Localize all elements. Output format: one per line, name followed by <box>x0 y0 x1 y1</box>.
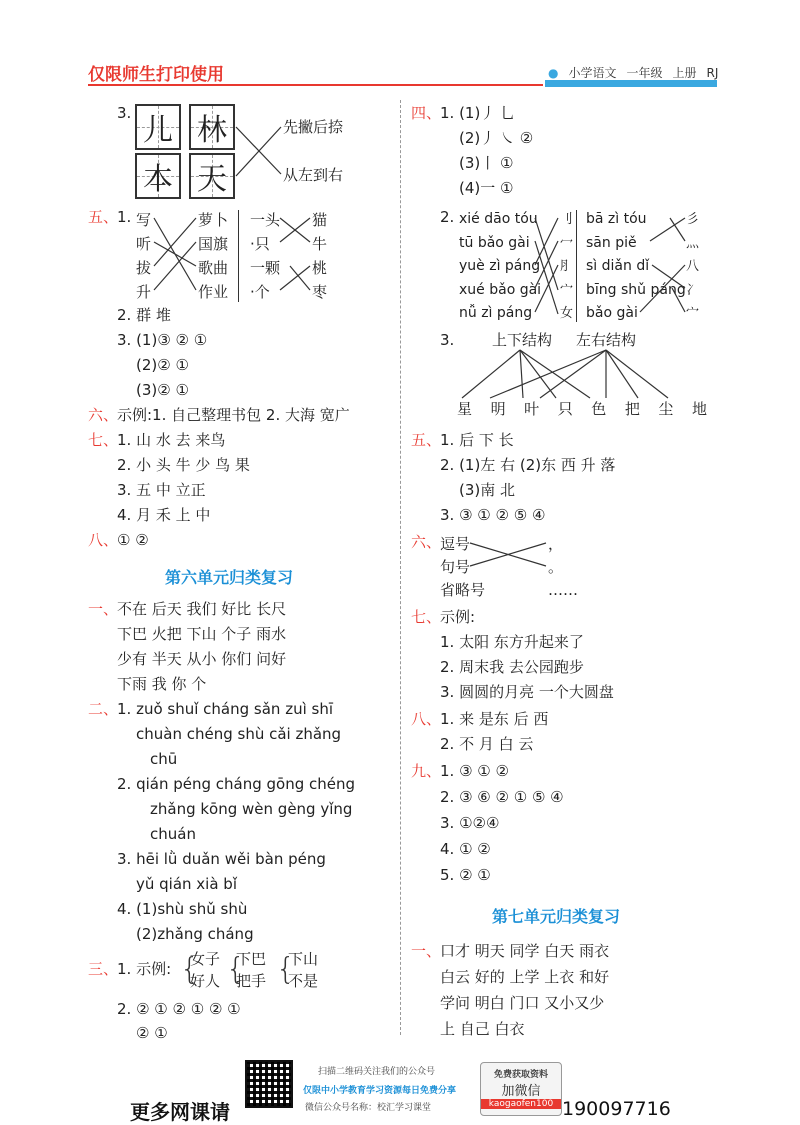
answer-line: 口才 明天 同学 白天 雨衣 <box>440 942 610 960</box>
match-line <box>520 350 590 398</box>
match-line <box>606 350 668 398</box>
footer-share: 仅限中小学教育学习资源每日免费分享 <box>303 1086 457 1096</box>
section-label: 三、 <box>88 960 119 978</box>
answer-line: 3. ③ ① ② ⑤ ④ <box>440 506 546 524</box>
word-pair: 下巴 把手 <box>236 950 267 990</box>
subject: 小学语文 <box>568 66 617 80</box>
book-info <box>548 64 728 81</box>
brace-icon: { <box>276 952 296 987</box>
section-label: 九、 <box>411 762 442 780</box>
answer-line: 2. qián péng cháng gōng chéng <box>117 775 356 793</box>
header-rule <box>88 84 543 86</box>
match-line <box>490 350 606 398</box>
section-label: 八、 <box>88 531 119 549</box>
word-pair: 女子 好人 <box>190 950 221 990</box>
char-box: 天 <box>189 153 235 199</box>
answer-line: 1. 后 下 长 <box>440 431 514 449</box>
pinyin-col: xié dāo tóu tū bǎo gài yuè zì páng xué bǎo gài nǚ zì páng <box>459 211 542 321</box>
qr-code-icon[interactable] <box>245 1060 293 1108</box>
answer-line: 示例:1. 自己整理书包 2. 大海 宽广 <box>117 406 350 424</box>
answer-line: 1. 来 是东 后 西 <box>440 710 549 728</box>
match-line <box>462 350 520 398</box>
dot-icon: ● <box>548 66 559 80</box>
match-line <box>154 218 196 266</box>
structure-heading: 上下结构 <box>492 331 553 349</box>
answer-line: 学问 明白 门口 又小又少 <box>440 994 605 1012</box>
section-label: 六、 <box>411 533 442 551</box>
footer-scan: 扫描二维码关注我们的公众号 <box>318 1067 436 1077</box>
footer-wx-name: 微信公众号名称：校汇学习课堂 <box>305 1103 432 1113</box>
answer-line: 4. 月 禾 上 中 <box>117 506 211 524</box>
answer-line: 2. 周末我 去公园跑步 <box>440 658 584 676</box>
footer-promo: 更多网课请 <box>130 1100 230 1124</box>
answer-line: 3. (1)③ ② ① <box>117 331 208 349</box>
match-col: 猫 牛 桃 枣 <box>312 211 328 301</box>
structure-heading: 左右结构 <box>576 331 637 349</box>
section-label: 八、 <box>411 710 442 728</box>
answer-line: 3. ①②④ <box>440 814 500 832</box>
punct-names: 逗号 句号 省略号 <box>440 535 486 599</box>
answer-line: 1. ③ ① ② <box>440 762 509 780</box>
section-label: 五、 <box>88 208 119 226</box>
match-line <box>236 127 281 174</box>
match-col: 萝卜 国旗 歌曲 作业 <box>198 211 229 301</box>
section-label: 七、 <box>411 608 442 626</box>
add-wechat: 加微信 <box>501 1084 541 1099</box>
answer-line: chuán <box>150 825 196 843</box>
match-line <box>154 218 196 290</box>
wechat-id: kaogaofen100 <box>481 1099 561 1109</box>
match-line <box>280 266 310 290</box>
q-num: 1. <box>117 208 132 226</box>
char-box: 林 <box>189 104 235 150</box>
stroke-rule: 从左到右 <box>283 166 344 184</box>
answer-line: ② ① <box>136 1024 168 1042</box>
answer-line: 2. 群 堆 <box>117 306 171 324</box>
answer-line: 2. 小 头 牛 少 鸟 果 <box>117 456 250 474</box>
answer-line: (3)丨 ① <box>459 154 514 172</box>
answer-line: 下雨 我 你 个 <box>117 675 207 693</box>
answer-line: yǔ qián xià bǐ <box>136 875 238 893</box>
footer-number: 190097716 <box>562 1098 671 1120</box>
match-col: 写 听 拔 升 <box>136 211 152 301</box>
answer-line: (3)② ① <box>136 381 189 399</box>
match-line <box>154 242 196 290</box>
answer-line: (3)南 北 <box>459 481 516 499</box>
answer-line: (2)zhǎng cháng <box>136 925 254 943</box>
answer-line: 下巴 火把 下山 个子 雨水 <box>117 625 287 643</box>
answer-line: 1. (1)丿 乚 <box>440 104 516 122</box>
section-label: 一、 <box>88 600 119 618</box>
answer-line: 4. ① ② <box>440 840 491 858</box>
answer-line: 4. (1)shù shǔ shù <box>117 900 248 918</box>
answer-line: chuàn chéng shù cǎi zhǎng <box>136 725 342 743</box>
answer-line: 2. ② ① ② ① ② ① <box>117 1000 241 1018</box>
answer-line: 不在 后天 我们 好比 长尺 <box>117 600 287 618</box>
unit-title: 第七单元归类复习 <box>492 907 621 926</box>
section-label: 五、 <box>411 431 442 449</box>
answer-line: 5. ② ① <box>440 866 491 884</box>
q3-num: 3. <box>117 104 132 122</box>
match-line <box>606 350 638 398</box>
answer-line: 1. 太阳 东方升起来了 <box>440 633 584 651</box>
answer-line: (2)丿 ㇏ ② <box>459 129 534 147</box>
section-label: 二、 <box>88 700 119 718</box>
answer-line: 2. ③ ⑥ ② ① ⑤ ④ <box>440 788 564 806</box>
grade: 一年级 <box>626 66 663 80</box>
answer-line: 少有 半天 从小 你们 问好 <box>117 650 287 668</box>
answer-line: 2. (1)左 右 (2)东 西 升 落 <box>440 456 616 474</box>
answer-line: 上 自己 白衣 <box>440 1020 525 1038</box>
answer-line: 3. 圆圆的月亮 一个大圆盘 <box>440 683 614 701</box>
answer-line: zhǎng kōng wèn gèng yǐng <box>150 800 353 818</box>
answer-line: ① ② <box>117 531 149 549</box>
answer-line: 白云 好的 上学 上衣 和好 <box>440 968 610 986</box>
brace-icon: { <box>180 952 200 987</box>
char-box: 儿 <box>135 104 181 150</box>
section-label: 一、 <box>411 942 442 960</box>
answer-line: 2. 不 月 白 云 <box>440 735 534 753</box>
match-col: 一头 ·只 一颗 ·个 <box>250 211 281 301</box>
print-notice: 仅限师生打印使用 <box>88 65 224 85</box>
radical-col: 刂 冖 ⺼ 宀 女 <box>560 212 574 321</box>
free-label: 免费获取资料 <box>493 1070 548 1080</box>
answer-line: 1. zuǒ shuǐ cháng sǎn zuì shī <box>117 700 333 718</box>
volume: 上册 <box>672 66 697 80</box>
section-label: 七、 <box>88 431 119 449</box>
word-pair: 下山 不是 <box>288 950 319 990</box>
q-num: 2. <box>440 208 455 226</box>
column-divider <box>400 100 401 1035</box>
match-line <box>290 266 310 290</box>
answer-line: (4)一 ① <box>459 179 514 197</box>
stroke-rule: 先撇后捺 <box>283 118 344 136</box>
answer-line: 示例: <box>440 608 476 626</box>
match-line <box>236 127 281 176</box>
match-separator <box>576 210 577 322</box>
structure-chars: 星 明 叶 只 色 把 尘 地 <box>457 400 707 418</box>
edition: RJ <box>706 66 719 80</box>
answer-line: (2)② ① <box>136 356 189 374</box>
section-label: 六、 <box>88 406 119 424</box>
brace-icon: { <box>226 952 246 987</box>
match-line <box>154 242 196 266</box>
answer-line: chū <box>150 750 178 768</box>
section-label: 四、 <box>411 104 442 122</box>
wechat-box[interactable] <box>480 1062 562 1116</box>
match-separator <box>238 210 239 302</box>
unit-title: 第六单元归类复习 <box>165 568 294 587</box>
radical-col: 彡 灬 八 冫 宀 <box>686 212 700 321</box>
answer-line: 3. 五 中 立正 <box>117 481 206 499</box>
q-num: 3. <box>440 331 455 349</box>
match-line <box>520 350 523 398</box>
match-line <box>280 218 310 242</box>
match-line <box>520 350 556 398</box>
pinyin-col: bā zì tóu sān piě sì diǎn dǐ bīng shǔ páng bǎo gài <box>586 211 686 321</box>
match-line <box>540 350 606 398</box>
match-line <box>280 218 310 242</box>
answer-line: 1. 山 水 去 来鸟 <box>117 431 226 449</box>
char-box: 本 <box>135 153 181 199</box>
q-num: 1. 示例: <box>117 960 172 978</box>
header-bar <box>545 80 717 87</box>
punct-marks: ， 。 …… <box>548 535 578 599</box>
answer-line: 3. hēi lǜ duǎn wěi bàn péng <box>117 850 326 868</box>
